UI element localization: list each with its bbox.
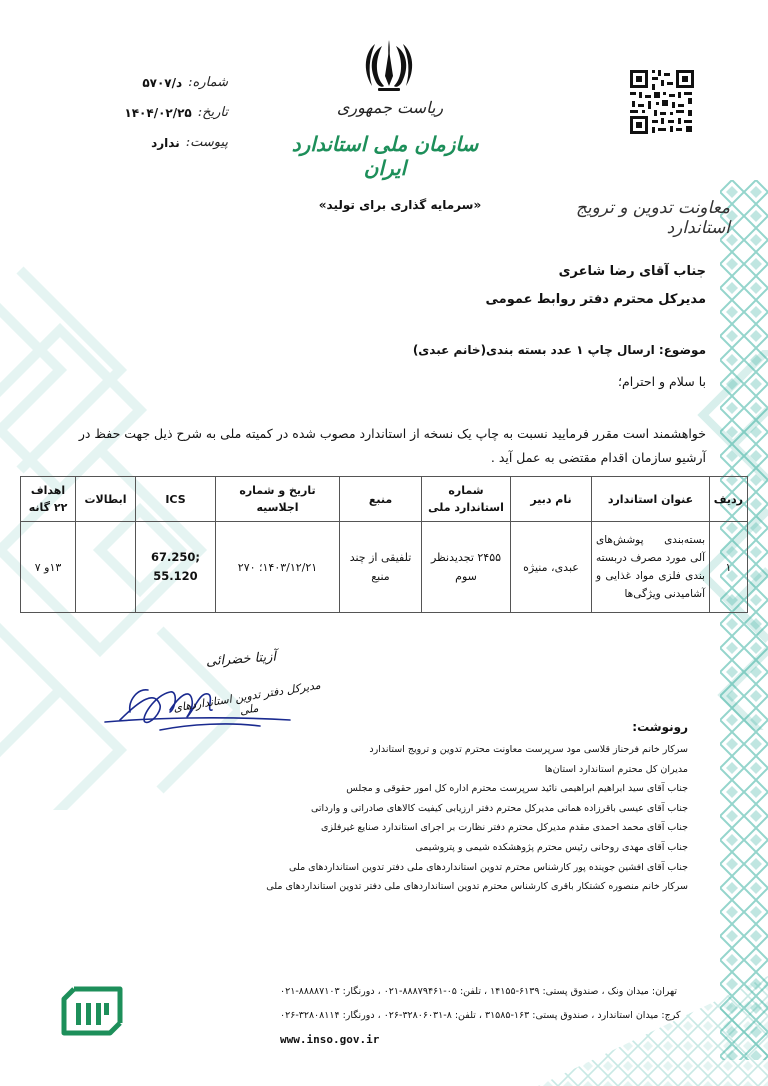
qr-code-icon xyxy=(628,68,696,136)
table-row xyxy=(21,522,748,613)
ics-cell: 67.250; 55.120 xyxy=(136,522,216,613)
table-header-cell: تاریخ و شماره اجلاسیه xyxy=(216,477,340,522)
source-cell: تلفیقی از چند منبع xyxy=(340,522,422,613)
iran-emblem-icon xyxy=(360,36,418,94)
standard-number-cell: ۲۴۵۵ تجدیدنظر سوم xyxy=(422,522,511,613)
border-pattern-right xyxy=(720,180,768,1060)
footer-tehran-address: تهران: میدان ونک ، صندوق پستی: ۶۱۳۹-۱۴۱۵۵ ، تلفن: ۰۵-۸۸۸۷۹۴۶۱-۰۲۱ ، دورنگار: ۸۸۸۸۷۱۰۳-۰۲۱ xyxy=(280,986,677,997)
list-item: جناب آقای مهدی روحانی رئیس محترم پژوهشکده شیمی و پتروشیمی xyxy=(415,841,688,853)
footer-website-link[interactable]: www.inso.gov.ir xyxy=(280,1033,380,1046)
cc-title: رونوشت: xyxy=(632,720,688,734)
list-item: جناب آقای محمد احمدی مقدم مدیرکل محترم دفتر نظارت بر اجرای استاندارد صنایع غیرفلزی xyxy=(321,822,688,834)
letter-meta xyxy=(68,68,228,158)
secretary-cell: عبدی، منیژه xyxy=(511,522,592,613)
letter-number-value: د/۵۷۰۷ xyxy=(142,76,183,90)
letter-subject: موضوع: ارسال چاپ ۱ عدد بسته بندی(خانم عبدی) xyxy=(412,343,706,357)
table-header-cell: ردیف xyxy=(710,477,748,522)
goals-cell: ۱۳و ۷ xyxy=(21,522,76,613)
list-item: جناب آقای عیسی باقرزاده همانی مدیرکل محترم دفتر ارزیابی کیفیت کالاهای صادراتی و وارداتی xyxy=(310,802,688,814)
recipient xyxy=(306,258,706,314)
table-header-cell: شماره استاندارد ملی xyxy=(422,477,511,522)
inso-logo-icon xyxy=(60,985,124,1037)
standards-table xyxy=(20,476,748,613)
standard-title-cell: بسته‌بندی پوشش‌های آلی مورد مصرف دربسته بندی فلزی مواد غذایی و آشامیدنی ویژگی‌ها xyxy=(592,522,710,613)
session-cell: ۱۴۰۳/۱۲/۲۱؛ ۲۷۰ xyxy=(216,522,340,613)
letter-attachment-row xyxy=(68,128,228,158)
table-header-cell: منبع xyxy=(340,477,422,522)
list-item: مدیران کل محترم استاندارد استان‌ها xyxy=(544,763,688,775)
letter-body: خواهشمند است مقرر فرمایید نسبت به چاپ یک نسخه از استاندارد مصوب شده در کمیته ملی به شرح ذیل جهت حفظ در آرشیو سازمان اقدام مقتضی به عمل آید . xyxy=(78,426,706,465)
signatory-title: مدیرکل دفتر تدوین استانداردهای ملی xyxy=(172,678,322,718)
table-header-cell: ICS xyxy=(136,477,216,522)
row-number-cell: ۱ xyxy=(710,522,748,613)
letter-greeting: با سلام و احترام؛ xyxy=(618,374,706,389)
signatory-name: آزیتا خضرائی xyxy=(205,649,277,670)
table-header-cell: عنوان استاندارد xyxy=(592,477,710,522)
gov-label: ریاست جمهوری xyxy=(336,98,444,117)
letter-number-label: شماره: xyxy=(188,75,228,90)
letter-date-label: تاریخ: xyxy=(197,105,228,120)
letter-attachment-value: ندارد xyxy=(151,136,180,150)
slogan: «سرمایه گذاری برای تولید» xyxy=(318,198,482,212)
list-item: جناب آقای سید ابراهیم ابراهیمی نائید سرپرست محترم اداره کل امور حقوقی و مجلس xyxy=(346,783,688,795)
org-label: سازمان ملی استاندارد ایران xyxy=(291,132,479,180)
cancellations-cell xyxy=(76,522,136,613)
letter-date-value: ۱۴۰۴/۰۲/۲۵ xyxy=(124,106,192,120)
recipient-name: جناب آقای رضا شاعری xyxy=(558,264,706,279)
list-item: جناب آقای افشین جوینده پور کارشناس محترم تدوین استانداردهای ملی دفتر تدوین استانداردهای ملی xyxy=(289,861,688,873)
footer-karaj-address: کرج: میدان استاندارد ، صندوق پستی: ۱۶۳-۳۱۵۸۵ ، تلفن: ۸-۳۲۸۰۶۰۳۱-۰۲۶ ، دورنگار: ۳۲۸۰۸۱۱۴-۰۲۶ xyxy=(280,1010,681,1021)
deputy-title: معاونت تدوین و ترویج استاندارد xyxy=(575,198,730,238)
letter-number-row xyxy=(68,68,228,98)
cc-list xyxy=(238,740,688,897)
table-header-row xyxy=(21,477,748,522)
letter-attachment-label: پیوست: xyxy=(185,135,228,150)
letter-date-row xyxy=(68,98,228,128)
footer-contact xyxy=(280,980,720,1052)
table-header-cell: ابطالات xyxy=(76,477,136,522)
list-item: سرکار خانم منصوره کشتکار باقری کارشناس محترم تدوین استانداردهای ملی دفتر تدوین استانداردهای ملی xyxy=(266,881,688,893)
table-header-cell: نام دبیر xyxy=(511,477,592,522)
list-item: سرکار خانم فرحناز قلاسی مود سرپرست معاونت محترم تدوین و ترویج استاندارد xyxy=(369,744,688,755)
recipient-title: مدیرکل محترم دفتر روابط عمومی xyxy=(485,292,706,307)
table-header-cell: اهداف ۲۲ گانه xyxy=(21,477,76,522)
